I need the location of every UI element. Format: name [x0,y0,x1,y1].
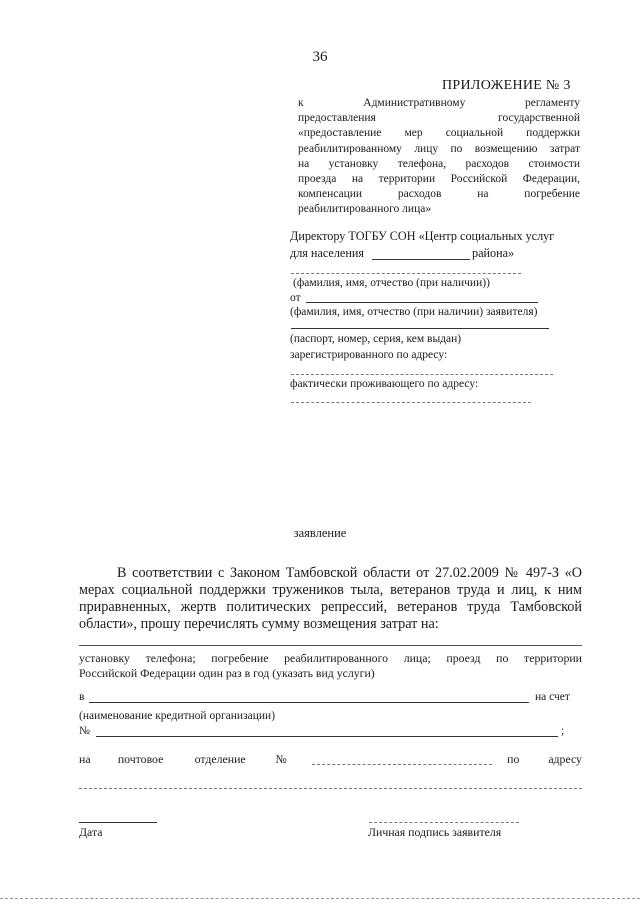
addressee-district-prefix: для населения [290,246,364,260]
regulation-line: на установку телефона, расходов стоимости [298,157,580,170]
applicant-hint: (фамилия, имя, отчество (при наличии) заявителя) [290,306,538,318]
district-field[interactable] [372,259,470,260]
post-word: почтовое [117,752,164,766]
service-options [79,651,582,681]
addressee-director: Директору ТОГБУ СОН «Центр социальных услуг [290,229,555,243]
bank-prefix: в [79,691,85,703]
post-word: отделение [194,752,246,766]
signature-label: Личная подпись заявителя [368,825,502,839]
body-line: области», прошу перечислять сумму возмещения затрат на: [79,616,439,632]
regulation-line: реабилитированного лица» [298,203,432,216]
service-line: установку телефона; погребение реабилитированного лица; проезд по территории [79,651,582,665]
regulation-line: реабилитированному лицу по возмещению затрат [298,142,580,155]
addressee-district-suffix: района» [472,246,515,260]
regulation-line: «предоставление мер социальной поддержки [298,127,580,140]
post-office-number-field[interactable] [312,764,492,765]
account-number-label: № [79,725,90,737]
account-number-field[interactable] [96,736,558,737]
bank-hint: (наименование кредитной организации) [79,710,276,722]
post-word: по [507,752,520,766]
body-line: приравненных, жертв политических репрессий, ветеранов труда Тамбовской [79,599,582,615]
page-edge [0,898,640,899]
signature-field[interactable] [369,822,519,823]
fio-hint: (фамилия, имя, отчество (при наличии)) [293,277,490,289]
document-title: заявление [293,526,347,540]
regulation-reference [298,96,580,218]
appendix-title: ПРИЛОЖЕНИЕ № 3 [442,78,571,93]
registered-address-field[interactable] [291,374,553,375]
registered-address-label: зарегистрированного по адресу: [290,349,448,361]
regulation-line: предоставления государственной [298,112,580,125]
from-label: от [290,292,301,304]
account-semicolon: ; [561,725,565,737]
date-field[interactable] [79,822,157,823]
passport-field[interactable] [291,328,549,329]
date-label: Дата [79,825,103,839]
page-number: 36 [312,49,328,65]
regulation-line: проезда на территории Российской Федерации, [298,173,580,186]
post-word: на [79,752,91,766]
body-line: мерах социальной поддержки тружеников тыла, ветеранов труда и лиц, к ним [79,582,582,598]
bank-name-field[interactable] [89,702,529,703]
post-word: № [275,752,287,766]
regulation-line: компенсации расходов на погребение [298,188,580,201]
statement-body [79,565,582,633]
body-line: В соответствии с Законом Тамбовской области от 27.02.2009 № 497-З «О [117,565,582,581]
passport-hint: (паспорт, номер, серия, кем выдан) [290,333,462,345]
actual-address-field[interactable] [291,402,531,403]
service-field[interactable] [79,645,582,646]
post-word: адресу [548,752,582,766]
service-line: Российской Федерации один раз в год (указать вид услуги) [79,666,375,680]
actual-address-label: фактически проживающего по адресу: [290,378,479,390]
regulation-line: к Административному регламенту [298,97,580,109]
director-name-field[interactable] [291,273,521,274]
applicant-name-field[interactable] [306,302,538,303]
post-address-field[interactable] [79,788,582,789]
bank-account-label: на счет [535,691,570,703]
